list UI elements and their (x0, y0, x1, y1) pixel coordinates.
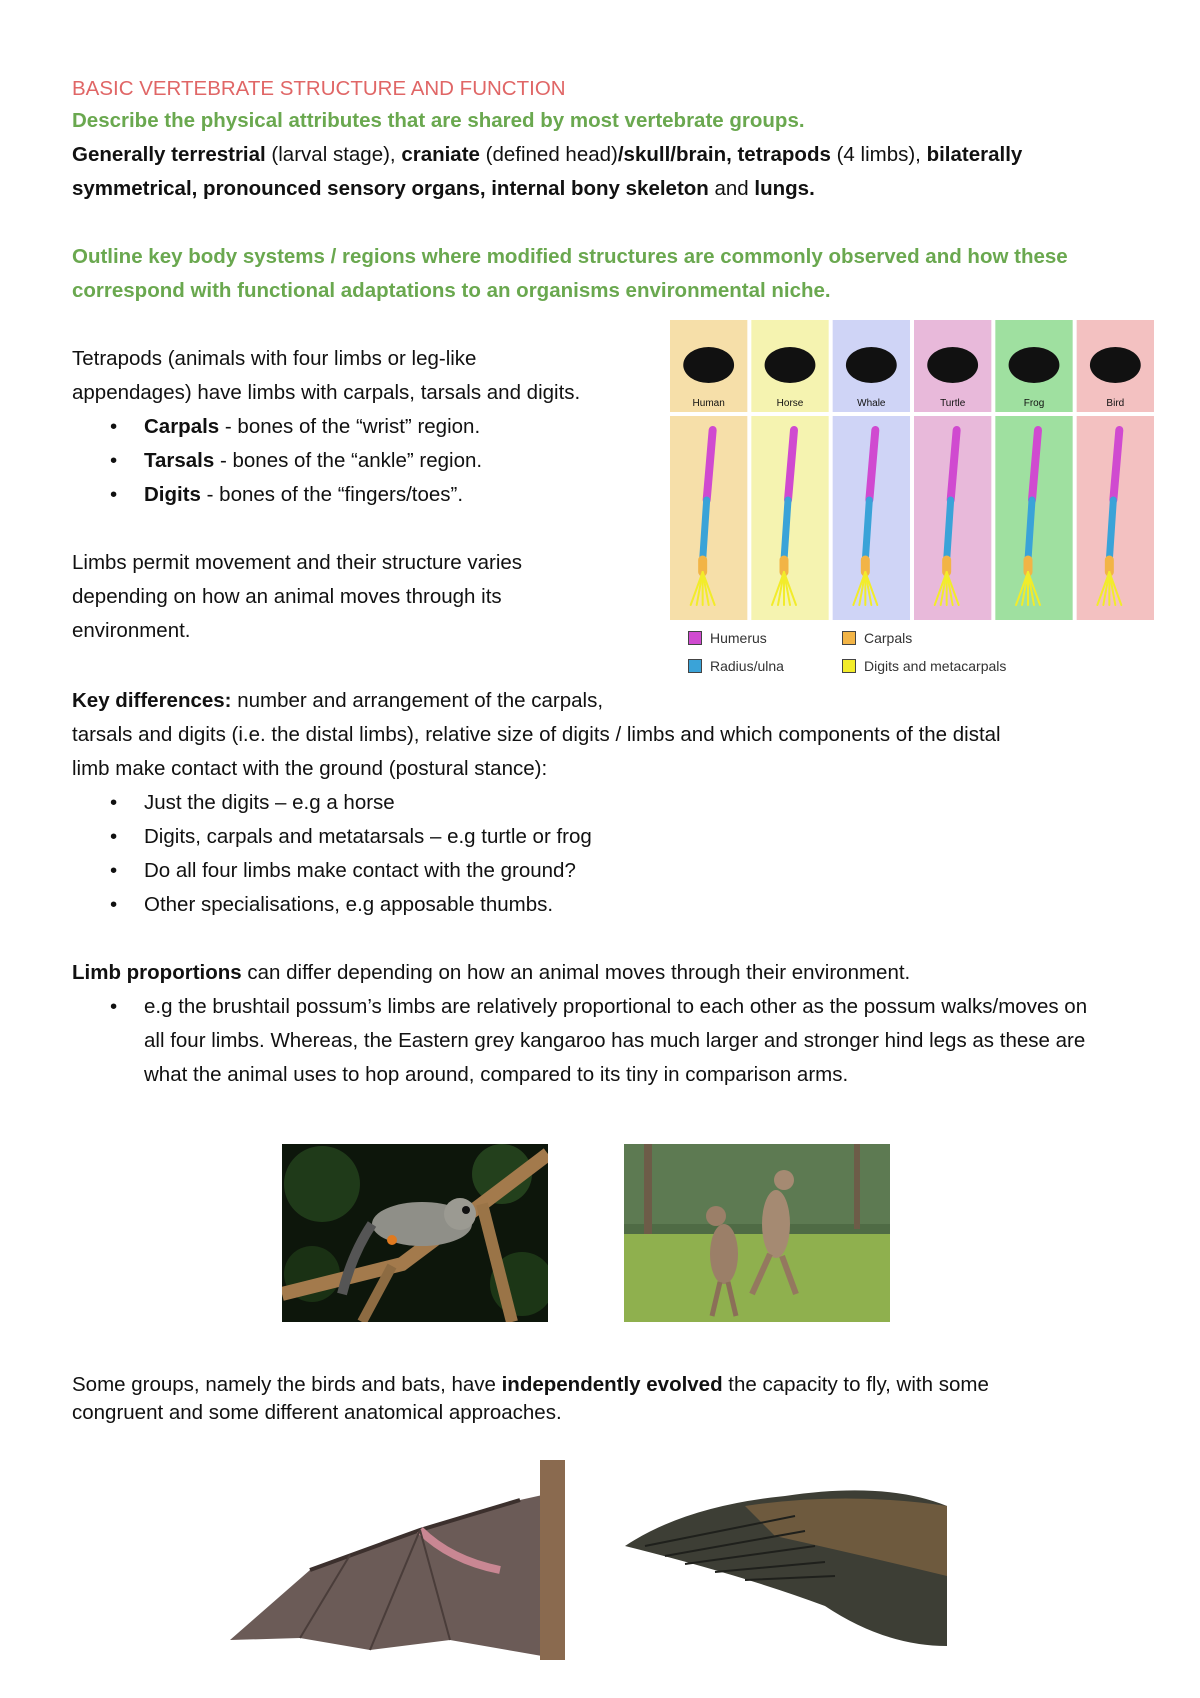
diagram-column-label: Horse (776, 398, 804, 409)
diagram-column-horse (751, 320, 828, 620)
diagram-column-label: Human (692, 398, 725, 409)
carpals-swatch (842, 631, 856, 645)
list-item: • Tarsals - bones of the “ankle” region. (72, 444, 482, 478)
tetrapod-limb-diagram (668, 320, 1156, 620)
key-differences-line1: Key differences: number and arrangement of the carpals, (72, 689, 604, 712)
animal-silhouette-icon (846, 347, 897, 383)
limb-proportions-list (72, 990, 1112, 1092)
legend-digits: Digits and metacarpals (842, 658, 1006, 674)
diagram-column-frog (995, 320, 1072, 620)
shared-attributes-line1: Generally terrestrial (larval stage), craniate (defined head)/skull/brain, tetrapods (4 limbs), bilaterally (72, 143, 1023, 166)
flight-line1: Some groups, namely the birds and bats, have independently evolved the capacity to fly, with some (72, 1373, 989, 1396)
question-body-systems-line2: correspond with functional adaptations to an organisms environmental niche. (72, 279, 831, 302)
question-body-systems-line1: Outline key body systems / regions where modified structures are commonly observed and how these (72, 245, 1068, 268)
diagram-column-label: Whale (857, 398, 886, 409)
diagram-column-whale (833, 320, 910, 620)
humerus-swatch (688, 631, 702, 645)
digits-swatch (842, 659, 856, 673)
key-differences-list (72, 786, 592, 922)
list-item: • Digits, carpals and metatarsals – e.g turtle or frog (72, 820, 592, 854)
key-differences-line3: limb make contact with the ground (postural stance): (72, 757, 548, 780)
tetrapods-line2: appendages) have limbs with carpals, tarsals and digits. (72, 381, 581, 404)
possum-photo (282, 1144, 548, 1322)
diagram-column-label: Bird (1106, 398, 1125, 409)
limb-proportions-line: Limb proportions can differ depending on how an animal moves through their environment. (72, 961, 911, 984)
bone-list (72, 410, 482, 512)
animal-silhouette-icon (1009, 347, 1060, 383)
legend-carpals: Carpals (842, 630, 912, 646)
list-item: • Do all four limbs make contact with the ground? (72, 854, 592, 888)
limb-diagram-svg (668, 320, 1156, 620)
limbs-line1: Limbs permit movement and their structure varies (72, 551, 523, 574)
diagram-column-bird (1077, 320, 1154, 620)
diagram-column-label: Turtle (940, 398, 966, 409)
legend-humerus: Humerus (688, 630, 767, 646)
list-item: • Other specialisations, e.g apposable thumbs. (72, 888, 592, 922)
question-shared-attributes: Describe the physical attributes that are shared by most vertebrate groups. (72, 109, 805, 132)
bird-wing-photo (625, 1476, 947, 1646)
legend-radius-ulna: Radius/ulna (688, 658, 784, 674)
limbs-line2: depending on how an animal moves through its (72, 585, 502, 608)
key-differences-line2: tarsals and digits (i.e. the distal limbs), relative size of digits / limbs and which components of the distal (72, 723, 1001, 746)
animal-silhouette-icon (927, 347, 978, 383)
tetrapods-line1: Tetrapods (animals with four limbs or leg-like (72, 347, 477, 370)
animal-silhouette-icon (1090, 347, 1141, 383)
diagram-column-human (670, 320, 747, 620)
page-title: BASIC VERTEBRATE STRUCTURE AND FUNCTION (72, 77, 566, 100)
animal-silhouette-icon (765, 347, 816, 383)
flight-line2: congruent and some different anatomical approaches. (72, 1401, 562, 1424)
diagram-column-turtle (914, 320, 991, 620)
list-item: • Carpals - bones of the “wrist” region. (72, 410, 482, 444)
shared-attributes-line2: symmetrical, pronounced sensory organs, internal bony skeleton and lungs. (72, 177, 815, 200)
radius-ulna-swatch (688, 659, 702, 673)
list-item: • Digits - bones of the “fingers/toes”. (72, 478, 482, 512)
limbs-line3: environment. (72, 619, 191, 642)
animal-silhouette-icon (683, 347, 734, 383)
bat-wing-photo (220, 1460, 565, 1660)
list-item: • Just the digits – e.g a horse (72, 786, 592, 820)
kangaroo-photo (624, 1144, 890, 1322)
list-item: • e.g the brushtail possum’s limbs are relatively proportional to each other as the possum walks/moves on all four limbs. Whereas, the Eastern grey kangaroo has much larger and stronger hind legs as these are what the animal uses to hop around, compared to its tiny in comparison arms. (72, 990, 1112, 1092)
diagram-column-label: Frog (1023, 398, 1045, 409)
